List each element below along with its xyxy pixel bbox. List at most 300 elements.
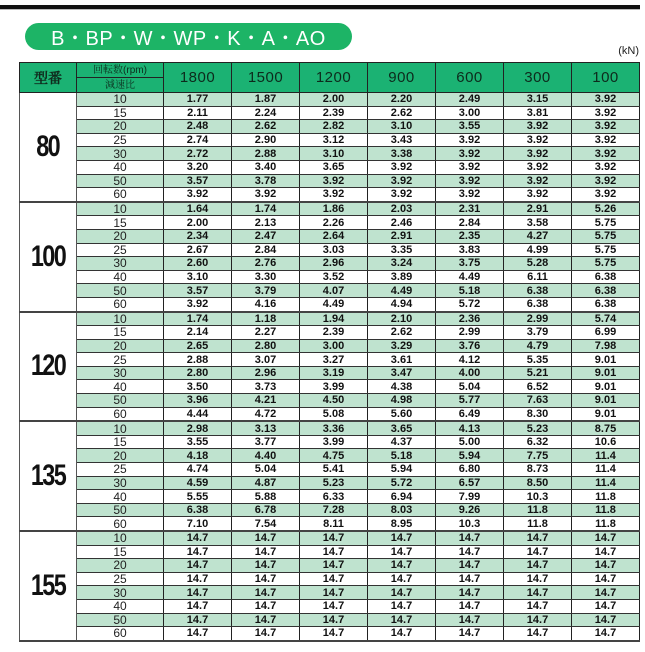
load-value-cell: 3.92 (572, 93, 640, 107)
load-value-cell: 3.92 (436, 147, 504, 161)
load-value-cell: 3.52 (300, 270, 368, 284)
load-value-cell: 4.87 (232, 476, 300, 490)
table-row (20, 394, 640, 408)
load-value-cell: 3.92 (232, 188, 300, 202)
table-row (20, 270, 640, 284)
header-rpm-100: 100 (572, 63, 640, 93)
load-value-cell: 3.10 (164, 270, 232, 284)
reduction-ratio-cell: 40 (77, 380, 164, 394)
load-value-cell: 8.50 (504, 476, 572, 490)
table-row (20, 312, 640, 326)
load-value-cell: 14.7 (368, 613, 436, 627)
load-value-cell: 4.49 (436, 270, 504, 284)
load-value-cell: 6.38 (164, 503, 232, 517)
load-value-cell: 5.55 (164, 490, 232, 504)
reduction-ratio-cell: 60 (77, 297, 164, 311)
load-value-cell: 14.7 (300, 599, 368, 613)
load-value-cell: 5.75 (572, 229, 640, 243)
load-value-cell: 3.73 (232, 380, 300, 394)
table-row (20, 284, 640, 298)
reduction-ratio-cell: 15 (77, 106, 164, 120)
load-value-cell: 14.7 (164, 599, 232, 613)
load-value-cell: 3.79 (504, 326, 572, 340)
load-value-cell: 11.4 (572, 476, 640, 490)
table-row (20, 339, 640, 353)
load-value-cell: 14.7 (572, 545, 640, 559)
load-value-cell: 4.38 (368, 380, 436, 394)
load-value-cell: 4.40 (232, 449, 300, 463)
header-rpm-1500: 1500 (232, 63, 300, 93)
load-value-cell: 3.92 (504, 133, 572, 147)
load-value-cell: 3.57 (164, 284, 232, 298)
table-row (20, 449, 640, 463)
load-value-cell: 2.99 (436, 326, 504, 340)
table-row (20, 476, 640, 490)
load-value-cell: 1.94 (300, 312, 368, 326)
load-value-cell: 3.92 (368, 188, 436, 202)
load-value-cell: 14.7 (300, 559, 368, 573)
load-value-cell: 3.50 (164, 380, 232, 394)
load-value-cell: 2.62 (368, 326, 436, 340)
table-row (20, 435, 640, 449)
model-number: 100 (30, 239, 66, 273)
load-value-cell: 9.01 (572, 380, 640, 394)
reduction-ratio-cell: 30 (77, 476, 164, 490)
load-value-cell: 14.7 (572, 613, 640, 627)
load-value-cell: 14.7 (504, 545, 572, 559)
load-value-cell: 4.16 (232, 297, 300, 311)
load-value-cell: 5.88 (232, 490, 300, 504)
load-value-cell: 10.6 (572, 435, 640, 449)
load-value-cell: 14.7 (504, 599, 572, 613)
load-value-cell: 4.18 (164, 449, 232, 463)
load-value-cell: 2.48 (164, 120, 232, 134)
load-value-cell: 2.67 (164, 243, 232, 257)
load-value-cell: 3.03 (300, 243, 368, 257)
load-value-cell: 2.13 (232, 216, 300, 230)
load-value-cell: 2.62 (368, 106, 436, 120)
load-value-cell: 3.92 (300, 174, 368, 188)
load-value-cell: 2.76 (232, 257, 300, 271)
load-value-cell: 7.75 (504, 449, 572, 463)
load-value-cell: 2.31 (436, 202, 504, 216)
table-row (20, 586, 640, 600)
load-value-cell: 3.29 (368, 339, 436, 353)
load-value-cell: 8.03 (368, 503, 436, 517)
table-row (20, 326, 640, 340)
load-value-cell: 14.7 (436, 545, 504, 559)
table-row (20, 627, 640, 641)
load-value-cell: 2.98 (164, 421, 232, 435)
load-value-cell: 3.20 (164, 160, 232, 174)
load-value-cell: 9.01 (572, 353, 640, 367)
load-value-cell: 4.27 (504, 229, 572, 243)
table-row (20, 216, 640, 230)
load-value-cell: 2.39 (300, 326, 368, 340)
load-value-cell: 14.7 (572, 559, 640, 573)
load-value-cell: 7.54 (232, 517, 300, 531)
load-capacity-table (19, 62, 640, 642)
load-value-cell: 6.38 (504, 297, 572, 311)
reduction-ratio-cell: 40 (77, 270, 164, 284)
load-value-cell: 2.91 (368, 229, 436, 243)
load-value-cell: 4.44 (164, 407, 232, 421)
table-row (20, 613, 640, 627)
model-number-cell (20, 93, 77, 202)
reduction-ratio-cell: 25 (77, 243, 164, 257)
reduction-ratio-cell: 10 (77, 421, 164, 435)
load-value-cell: 10.3 (436, 517, 504, 531)
top-rule-divider (0, 5, 640, 9)
load-value-cell: 14.7 (232, 613, 300, 627)
load-value-cell: 9.01 (572, 407, 640, 421)
reduction-ratio-cell: 50 (77, 394, 164, 408)
header-model: 型番 (20, 63, 77, 93)
load-value-cell: 8.30 (504, 407, 572, 421)
load-value-cell: 2.60 (164, 257, 232, 271)
load-value-cell: 14.7 (436, 599, 504, 613)
load-value-cell: 6.78 (232, 503, 300, 517)
load-value-cell: 3.15 (504, 93, 572, 107)
load-value-cell: 1.64 (164, 202, 232, 216)
reduction-ratio-cell: 60 (77, 627, 164, 641)
load-value-cell: 2.35 (436, 229, 504, 243)
header-rpm-1200: 1200 (300, 63, 368, 93)
unit-label: (kN) (618, 45, 639, 57)
load-value-cell: 3.77 (232, 435, 300, 449)
reduction-ratio-cell: 30 (77, 257, 164, 271)
series-title-pill (25, 23, 352, 50)
load-value-cell: 11.8 (572, 503, 640, 517)
load-value-cell: 6.11 (504, 270, 572, 284)
reduction-ratio-cell: 20 (77, 229, 164, 243)
table-row (20, 366, 640, 380)
table-row (20, 229, 640, 243)
load-value-cell: 3.83 (436, 243, 504, 257)
load-value-cell: 5.35 (504, 353, 572, 367)
load-value-cell: 4.98 (368, 394, 436, 408)
table-row (20, 202, 640, 216)
load-value-cell: 14.7 (572, 586, 640, 600)
load-value-cell: 3.89 (368, 270, 436, 284)
reduction-ratio-cell: 15 (77, 435, 164, 449)
load-value-cell: 14.7 (164, 572, 232, 586)
load-value-cell: 3.10 (368, 120, 436, 134)
load-value-cell: 11.4 (572, 449, 640, 463)
table-row (20, 490, 640, 504)
load-value-cell: 14.7 (300, 572, 368, 586)
load-value-cell: 1.18 (232, 312, 300, 326)
load-value-cell: 14.7 (232, 586, 300, 600)
load-value-cell: 2.20 (368, 93, 436, 107)
load-value-cell: 4.94 (368, 297, 436, 311)
load-value-cell: 6.57 (436, 476, 504, 490)
load-value-cell: 14.7 (368, 586, 436, 600)
load-value-cell: 2.84 (436, 216, 504, 230)
load-value-cell: 3.92 (572, 120, 640, 134)
load-value-cell: 14.7 (232, 545, 300, 559)
load-value-cell: 7.28 (300, 503, 368, 517)
load-value-cell: 5.74 (572, 312, 640, 326)
model-number-cell (20, 202, 77, 312)
load-value-cell: 14.7 (164, 627, 232, 641)
model-number: 80 (36, 129, 60, 163)
load-value-cell: 1.74 (164, 312, 232, 326)
load-value-cell: 7.10 (164, 517, 232, 531)
table-row (20, 120, 640, 134)
table-row (20, 380, 640, 394)
load-value-cell: 2.90 (232, 133, 300, 147)
load-value-cell: 2.03 (368, 202, 436, 216)
load-value-cell: 4.49 (300, 297, 368, 311)
reduction-ratio-cell: 50 (77, 503, 164, 517)
load-value-cell: 2.26 (300, 216, 368, 230)
table-row (20, 257, 640, 271)
load-value-cell: 14.7 (300, 627, 368, 641)
load-value-cell: 5.18 (436, 284, 504, 298)
load-value-cell: 5.26 (572, 202, 640, 216)
load-value-cell: 14.7 (504, 613, 572, 627)
load-value-cell: 14.7 (504, 572, 572, 586)
load-value-cell: 3.78 (232, 174, 300, 188)
load-value-cell: 2.82 (300, 120, 368, 134)
load-value-cell: 2.88 (232, 147, 300, 161)
load-value-cell: 3.92 (572, 133, 640, 147)
load-value-cell: 14.7 (164, 559, 232, 573)
load-value-cell: 7.99 (436, 490, 504, 504)
load-value-cell: 1.87 (232, 93, 300, 107)
header-rpm-label: 回転数(rpm) (77, 63, 164, 78)
table-row (20, 517, 640, 531)
load-value-cell: 5.72 (436, 297, 504, 311)
load-value-cell: 3.61 (368, 353, 436, 367)
load-value-cell: 3.81 (504, 106, 572, 120)
reduction-ratio-cell: 50 (77, 174, 164, 188)
load-value-cell: 3.43 (368, 133, 436, 147)
load-value-cell: 14.7 (368, 599, 436, 613)
header-rpm-900: 900 (368, 63, 436, 93)
load-value-cell: 3.10 (300, 147, 368, 161)
load-value-cell: 3.92 (572, 188, 640, 202)
load-value-cell: 3.40 (232, 160, 300, 174)
load-value-cell: 2.11 (164, 106, 232, 120)
load-value-cell: 14.7 (164, 545, 232, 559)
load-value-cell: 4.00 (436, 366, 504, 380)
load-value-cell: 14.7 (300, 586, 368, 600)
model-number: 120 (30, 349, 66, 383)
reduction-ratio-cell: 10 (77, 531, 164, 545)
load-value-cell: 11.8 (504, 517, 572, 531)
load-value-cell: 1.86 (300, 202, 368, 216)
header-rpm-1800: 1800 (164, 63, 232, 93)
load-value-cell: 1.77 (164, 93, 232, 107)
table-row (20, 160, 640, 174)
load-value-cell: 5.21 (504, 366, 572, 380)
load-value-cell: 3.00 (300, 339, 368, 353)
load-value-cell: 6.38 (572, 284, 640, 298)
reduction-ratio-cell: 15 (77, 326, 164, 340)
load-value-cell: 14.7 (232, 531, 300, 545)
load-value-cell: 7.98 (572, 339, 640, 353)
load-value-cell: 2.49 (436, 93, 504, 107)
load-value-cell: 5.00 (436, 435, 504, 449)
load-value-cell: 6.38 (504, 284, 572, 298)
load-value-cell: 6.94 (368, 490, 436, 504)
load-value-cell: 5.18 (368, 449, 436, 463)
load-value-cell: 2.65 (164, 339, 232, 353)
load-value-cell: 14.7 (436, 531, 504, 545)
table-row (20, 559, 640, 573)
load-value-cell: 3.92 (368, 160, 436, 174)
load-value-cell: 3.76 (436, 339, 504, 353)
reduction-ratio-cell: 30 (77, 586, 164, 600)
reduction-ratio-cell: 50 (77, 284, 164, 298)
reduction-ratio-cell: 10 (77, 312, 164, 326)
reduction-ratio-cell: 10 (77, 93, 164, 107)
table-row (20, 353, 640, 367)
load-value-cell: 3.47 (368, 366, 436, 380)
table-row (20, 188, 640, 202)
load-value-cell: 2.46 (368, 216, 436, 230)
load-value-cell: 8.11 (300, 517, 368, 531)
table-row (20, 572, 640, 586)
load-value-cell: 6.52 (504, 380, 572, 394)
load-value-cell: 3.92 (436, 188, 504, 202)
load-value-cell: 3.92 (368, 174, 436, 188)
load-value-cell: 6.38 (572, 297, 640, 311)
load-value-cell: 3.92 (504, 160, 572, 174)
load-value-cell: 2.96 (232, 366, 300, 380)
load-value-cell: 2.47 (232, 229, 300, 243)
load-value-cell: 10.3 (504, 490, 572, 504)
reduction-ratio-cell: 25 (77, 353, 164, 367)
load-value-cell: 3.92 (436, 160, 504, 174)
load-value-cell: 14.7 (164, 531, 232, 545)
load-value-cell: 11.8 (572, 517, 640, 531)
model-number-cell (20, 531, 77, 641)
load-value-cell: 2.88 (164, 353, 232, 367)
table-row (20, 531, 640, 545)
reduction-ratio-cell: 30 (77, 366, 164, 380)
reduction-ratio-cell: 25 (77, 572, 164, 586)
load-value-cell: 14.7 (300, 545, 368, 559)
load-value-cell: 14.7 (572, 627, 640, 641)
load-value-cell: 2.62 (232, 120, 300, 134)
reduction-ratio-cell: 25 (77, 133, 164, 147)
load-value-cell: 4.75 (300, 449, 368, 463)
load-value-cell: 3.75 (436, 257, 504, 271)
load-value-cell: 14.7 (300, 531, 368, 545)
reduction-ratio-cell: 20 (77, 339, 164, 353)
load-value-cell: 14.7 (368, 559, 436, 573)
load-value-cell: 14.7 (368, 545, 436, 559)
load-value-cell: 4.79 (504, 339, 572, 353)
reduction-ratio-cell: 30 (77, 147, 164, 161)
load-value-cell: 9.26 (436, 503, 504, 517)
load-value-cell: 3.79 (232, 284, 300, 298)
load-value-cell: 3.07 (232, 353, 300, 367)
load-value-cell: 3.92 (436, 174, 504, 188)
reduction-ratio-cell: 50 (77, 613, 164, 627)
load-value-cell: 3.55 (164, 435, 232, 449)
load-value-cell: 14.7 (232, 599, 300, 613)
load-value-cell: 3.92 (572, 106, 640, 120)
table-row (20, 503, 640, 517)
reduction-ratio-cell: 20 (77, 559, 164, 573)
model-number-cell (20, 312, 77, 422)
load-value-cell: 11.8 (504, 503, 572, 517)
load-value-cell: 2.00 (164, 216, 232, 230)
load-value-cell: 3.92 (164, 188, 232, 202)
model-number: 135 (30, 459, 66, 493)
load-value-cell: 14.7 (504, 627, 572, 641)
table-body (20, 93, 640, 641)
load-value-cell: 4.59 (164, 476, 232, 490)
series-title: B・BP・W・WP・K・A・AO (51, 28, 326, 50)
load-value-cell: 14.7 (436, 559, 504, 573)
load-value-cell: 14.7 (164, 586, 232, 600)
load-value-cell: 3.92 (504, 147, 572, 161)
load-value-cell: 14.7 (572, 531, 640, 545)
reduction-ratio-cell: 60 (77, 407, 164, 421)
header-rpm-300: 300 (504, 63, 572, 93)
load-value-cell: 3.00 (436, 106, 504, 120)
load-value-cell: 4.74 (164, 463, 232, 477)
load-value-cell: 6.49 (436, 407, 504, 421)
load-value-cell: 3.13 (232, 421, 300, 435)
load-value-cell: 3.65 (368, 421, 436, 435)
load-value-cell: 14.7 (504, 559, 572, 573)
load-value-cell: 3.92 (164, 297, 232, 311)
load-value-cell: 3.99 (300, 380, 368, 394)
load-value-cell: 4.50 (300, 394, 368, 408)
load-value-cell: 2.80 (164, 366, 232, 380)
load-value-cell: 4.49 (368, 284, 436, 298)
table-row (20, 147, 640, 161)
load-value-cell: 14.7 (232, 572, 300, 586)
load-value-cell: 6.33 (300, 490, 368, 504)
load-value-cell: 4.99 (504, 243, 572, 257)
table-row (20, 545, 640, 559)
load-value-cell: 5.41 (300, 463, 368, 477)
load-value-cell: 3.30 (232, 270, 300, 284)
table-row (20, 243, 640, 257)
table-row (20, 421, 640, 435)
load-value-cell: 3.57 (164, 174, 232, 188)
reduction-ratio-cell: 60 (77, 517, 164, 531)
load-value-cell: 7.63 (504, 394, 572, 408)
table-row (20, 133, 640, 147)
load-value-cell: 5.28 (504, 257, 572, 271)
load-value-cell: 2.24 (232, 106, 300, 120)
load-value-cell: 2.72 (164, 147, 232, 161)
table-row (20, 106, 640, 120)
load-value-cell: 5.60 (368, 407, 436, 421)
load-value-cell: 3.92 (504, 188, 572, 202)
load-value-cell: 3.36 (300, 421, 368, 435)
load-value-cell: 2.10 (368, 312, 436, 326)
table-row (20, 599, 640, 613)
load-value-cell: 14.7 (368, 627, 436, 641)
load-value-cell: 14.7 (368, 531, 436, 545)
load-value-cell: 2.34 (164, 229, 232, 243)
load-value-cell: 14.7 (300, 613, 368, 627)
reduction-ratio-cell: 40 (77, 599, 164, 613)
load-value-cell: 5.75 (572, 243, 640, 257)
load-value-cell: 6.99 (572, 326, 640, 340)
load-value-cell: 14.7 (436, 627, 504, 641)
load-value-cell: 2.80 (232, 339, 300, 353)
